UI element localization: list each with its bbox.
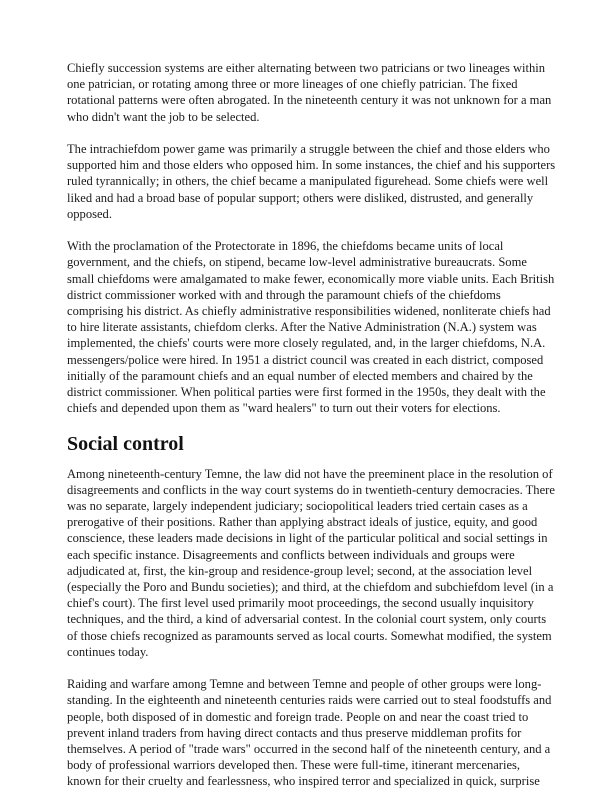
text-line: body of professional warriors developed then. These were full-time, itinerant mercenaries, bbox=[67, 758, 521, 773]
text-line: each specific instance. Disagreements and conflicts between individuals and groups were bbox=[67, 547, 515, 562]
text-line: who didn't want the job to be selected. bbox=[67, 109, 260, 124]
text-line: government, and the chiefs, on stipend, became low-level administrative bureaucrats. Some bbox=[67, 255, 527, 270]
document-page bbox=[67, 60, 556, 806]
paragraph bbox=[67, 676, 552, 789]
text-line: supported him and those elders who opposed him. In some instances, the chief and his supporters bbox=[67, 158, 556, 173]
text-line: conscience, these leaders made decisions in light of the particular political and social settings in bbox=[67, 531, 548, 546]
text-line: The intrachiefdom power game was primarily a struggle between the chief and those elders who bbox=[67, 142, 550, 156]
text-line: themselves. A period of "trade wars" occurred in the second half of the nineteenth century, and a bbox=[67, 742, 551, 757]
text-line: standing. In the eighteenth and nineteenth centuries raids were carried out to steal foodstuffs and bbox=[67, 693, 552, 708]
text-line: people, both disposed of in domestic and foreign trade. People on and near the coast tried to bbox=[67, 709, 529, 724]
text-line: Raiding and warfare among Temne and between Temne and people of other groups were long- bbox=[67, 677, 542, 692]
text-line: adjudicated at, first, the kin-group and residence-group level; second, at the association level bbox=[67, 563, 533, 578]
text-line: prerogative of their positions. Rather than applying abstract ideals of justice, equity, and good bbox=[67, 515, 538, 530]
text-line: one patrician, or rotating among three or more lineages of one chiefly patrician. The fixed bbox=[67, 77, 518, 92]
section-heading: Social control bbox=[67, 432, 184, 455]
body-section-after-heading bbox=[67, 466, 555, 790]
paragraph bbox=[67, 466, 555, 660]
text-line: of those chiefs recognized as paramounts served as local courts. Somewhat modified, the system bbox=[67, 628, 552, 643]
text-line: With the proclamation of the Protectorate in 1896, the chiefdoms became units of local bbox=[67, 239, 504, 254]
text-line: district commissioner worked with and through the paramount chiefs of the chiefdoms bbox=[67, 287, 501, 302]
text-line: opposed. bbox=[67, 206, 112, 221]
text-line: chiefs and depended upon them as "ward healers" to turn out their voters for elections. bbox=[67, 401, 501, 416]
text-line: (especially the Poro and Bundu societies); and third, at the chiefdom and subchiefdom level (in a bbox=[67, 580, 554, 595]
text-line: rotational patterns were often abrogated. In the nineteenth century it was not unknown for a man bbox=[67, 93, 552, 108]
text-line: ruled tyrannically; in others, the chief became a manipulated figurehead. Some chiefs were well bbox=[67, 174, 549, 189]
text-line: techniques, and the third, a kind of adversarial contest. In the colonial court system, only courts bbox=[67, 612, 547, 627]
text-line: district commissioner. When political parties were first formed in the 1950s, they dealt with the bbox=[67, 385, 546, 400]
paragraph bbox=[67, 141, 556, 222]
paragraph bbox=[67, 60, 552, 125]
text-line: implemented, the chiefs' courts were more closely regulated, and, in the larger chiefdoms, N.A. bbox=[67, 336, 546, 351]
text-line: disagreements and conflicts in the way court systems do in twentieth-century democracies. There bbox=[67, 482, 555, 497]
text-line: initially of the paramount chiefs and an equal number of elected members and chaired by the bbox=[67, 368, 533, 383]
text-line: continues today. bbox=[67, 644, 149, 659]
text-line: known for their cruelty and fearlessness, who inspired terror and specialized in quick, surprise bbox=[67, 774, 540, 789]
text-line: prevent inland traders from having direct contacts and thus preserve middleman profits for bbox=[67, 725, 522, 740]
text-line: comprising his district. As chiefly administrative responsibilities widened, nonliterate chiefs had bbox=[67, 304, 551, 319]
text-line: was no separate, largely independent judiciary; sociopolitical leaders tried certain cases as a bbox=[67, 499, 528, 514]
paragraph bbox=[67, 238, 555, 416]
text-line: messengers/police were hired. In 1951 a district council was created in each district, composed bbox=[67, 352, 544, 367]
text-line: to hire literate assistants, chiefdom clerks. After the Native Administration (N.A.) system was bbox=[67, 320, 537, 335]
text-line: chief's court). The first level used primarily moot proceedings, the second usually inquisitory bbox=[67, 596, 534, 611]
text-line: Among nineteenth-century Temne, the law did not have the preeminent place in the resolution of bbox=[67, 466, 553, 481]
text-line: liked and had a broad base of popular support; others were disliked, distrusted, and generally bbox=[67, 190, 534, 205]
text-line: Chiefly succession systems are either alternating between two patricians or two lineages within bbox=[67, 61, 546, 75]
text-line: small chiefdoms were amalgamated to make fewer, economically more viable units. Each British bbox=[67, 271, 555, 286]
body-section-before-heading bbox=[67, 60, 556, 416]
